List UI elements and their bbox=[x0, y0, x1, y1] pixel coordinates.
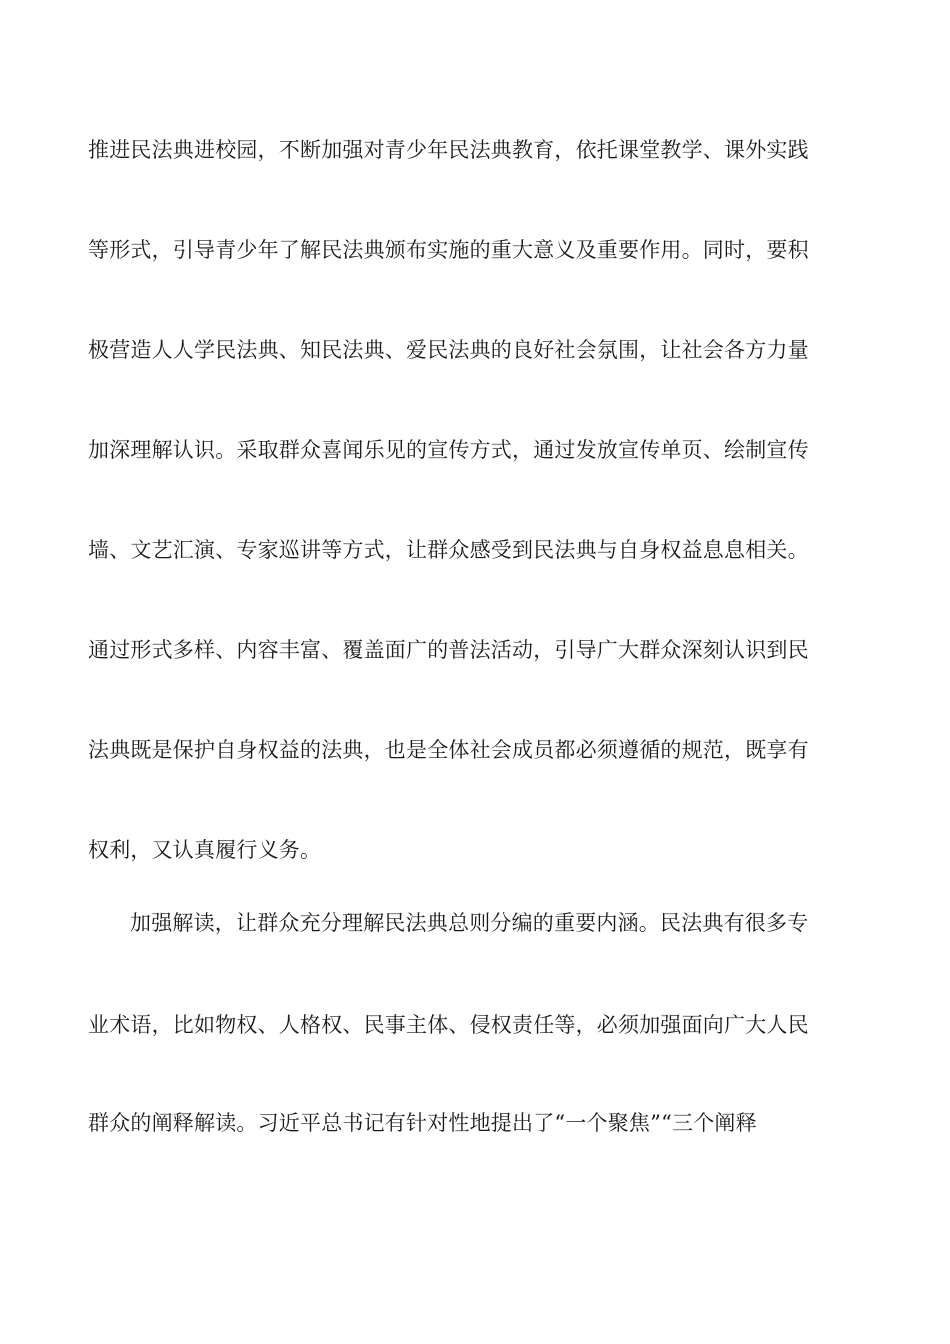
paragraph-first-line: 加强解读，让群众充分理解民法典总则分编的重要内涵。民法典有很多专 bbox=[130, 911, 809, 935]
paragraph-line: 通过形式多样、内容丰富、覆盖面广的普法活动，引导广大群众深刻认识到民 bbox=[88, 638, 809, 662]
paragraph-line: 推进民法典进校园，不断加强对青少年民法典教育，依托课堂教学、课外实践 bbox=[88, 138, 809, 162]
paragraph-line: 等形式，引导青少年了解民法典颁布实施的重大意义及重要作用。同时，要积 bbox=[88, 238, 809, 262]
paragraph-line: 业术语，比如物权、人格权、民事主体、侵权责任等，必须加强面向广大人民 bbox=[88, 1013, 809, 1037]
paragraph-line: 法典既是保护自身权益的法典，也是全体社会成员都必须遵循的规范，既享有 bbox=[88, 738, 809, 762]
paragraph-line: 墙、文艺汇演、专家巡讲等方式，让群众感受到民法典与自身权益息息相关。 bbox=[88, 538, 809, 562]
paragraph-line: 群众的阐释解读。习近平总书记有针对性地提出了“一个聚焦”“三个阐释 bbox=[88, 1111, 757, 1135]
paragraph-line: 极营造人人学民法典、知民法典、爱民法典的良好社会氛围，让社会各方力量 bbox=[88, 338, 809, 362]
paragraph-line: 权利，又认真履行义务。 bbox=[88, 838, 322, 862]
paragraph-line: 加深理解认识。采取群众喜闻乐见的宣传方式，通过发放宣传单页、绘制宣传 bbox=[88, 438, 809, 462]
